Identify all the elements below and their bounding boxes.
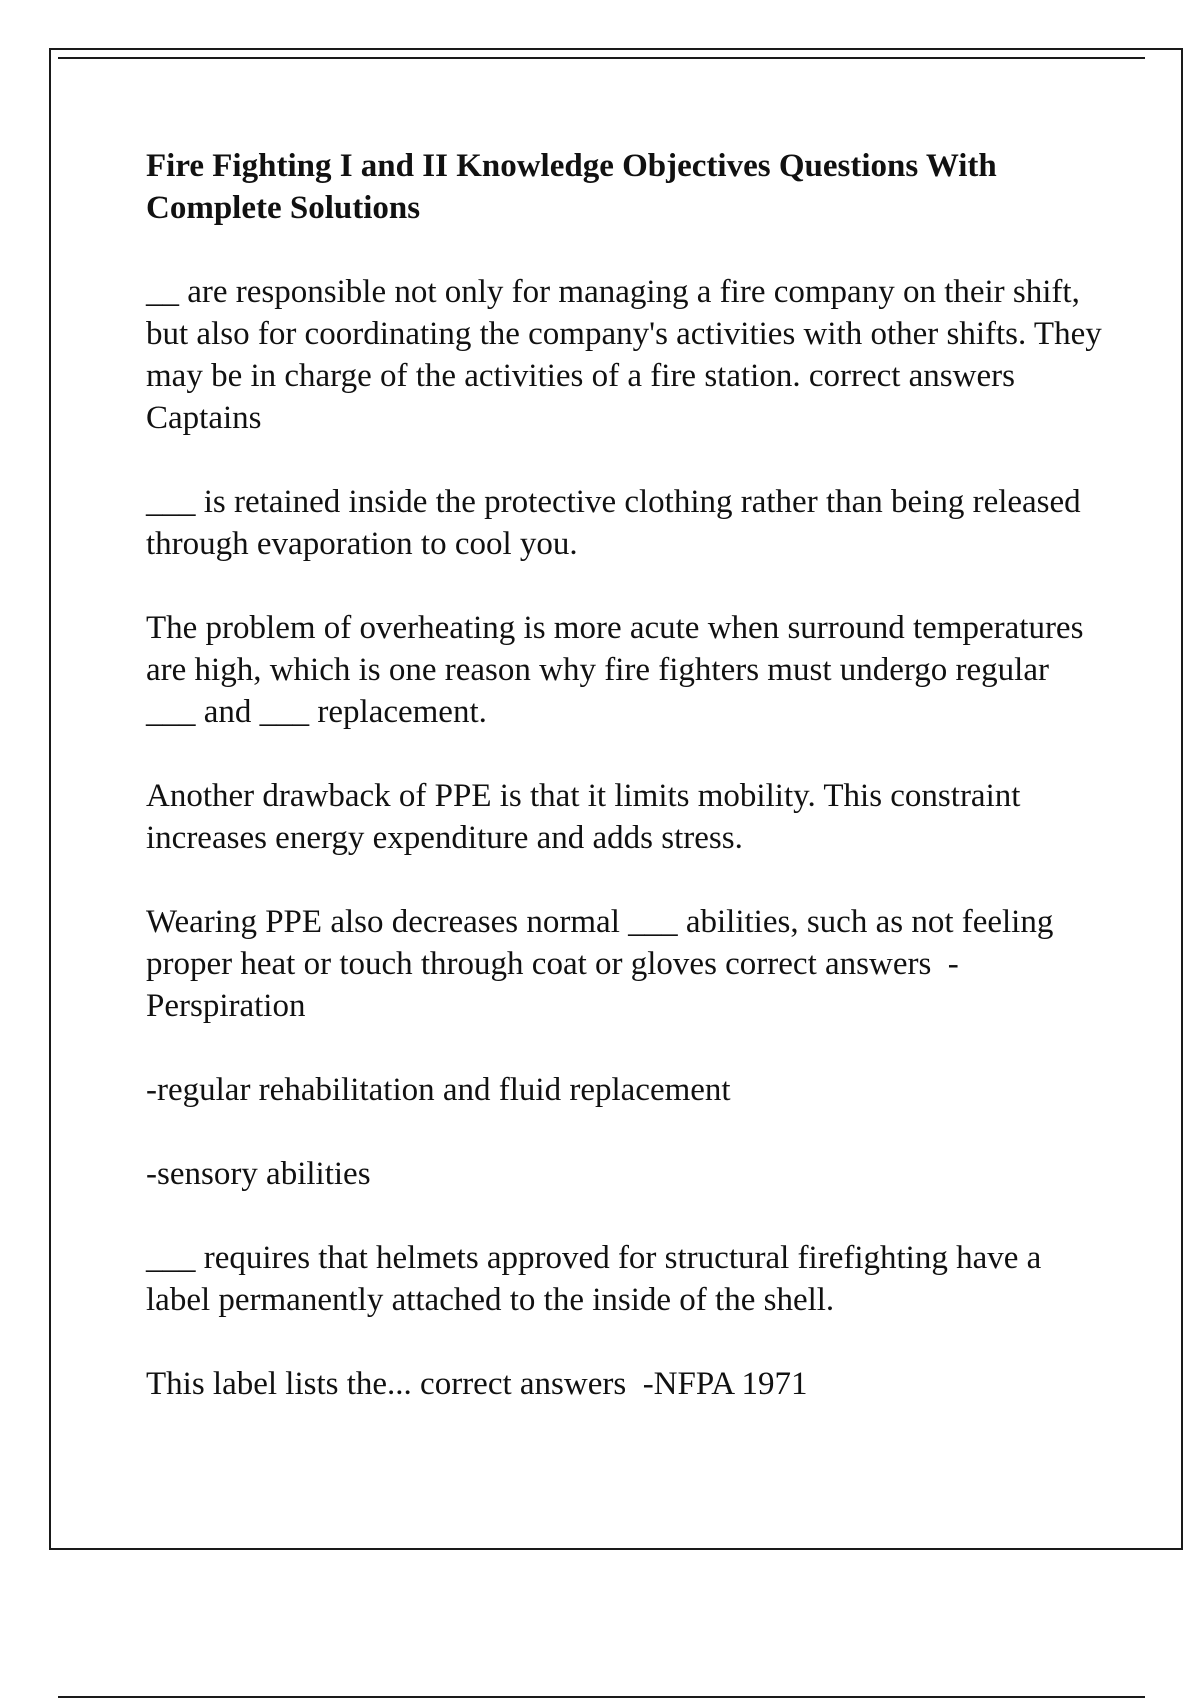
paragraph-label-answer: This label lists the... correct answers -NFPA 1971 (146, 1366, 808, 1402)
paragraph-helmet-question: ___ requires that helmets approved for structural firefighting have a label permanently attached to the inside of the shell. (146, 1240, 1050, 1318)
paragraph-retained-question: ___ is retained inside the protective clothing rather than being released through evaporation to cool you. (146, 484, 1089, 562)
paragraph-rehab-answer: -regular rehabilitation and fluid replacement (146, 1072, 731, 1108)
document-title: Fire Fighting I and II Knowledge Objectives Questions With Complete Solutions (146, 148, 997, 226)
paragraph-captains-question: __ are responsible not only for managing a fire company on their shift, but also for coordinating the company's activities with other shifts. They may be in charge of the activities of a fire station. correct answers Captains (146, 274, 1110, 436)
footer-rule (58, 1696, 1145, 1698)
paragraph-overheating-question: The problem of overheating is more acute when surround temperatures are high, which is one reason why fire fighters must undergo regular ___ and ___ replacement. (146, 610, 1092, 730)
paragraph-sensory-answer: -sensory abilities (146, 1156, 371, 1192)
document-body (146, 145, 1110, 1447)
paragraph-mobility-drawback: Another drawback of PPE is that it limits mobility. This constraint increases energy expenditure and adds stress. (146, 778, 1029, 856)
paragraph-sensory-question: Wearing PPE also decreases normal ___ abilities, such as not feeling proper heat or touch through coat or gloves correct answers -Perspiration (146, 904, 1062, 1024)
header-rule (58, 57, 1145, 59)
